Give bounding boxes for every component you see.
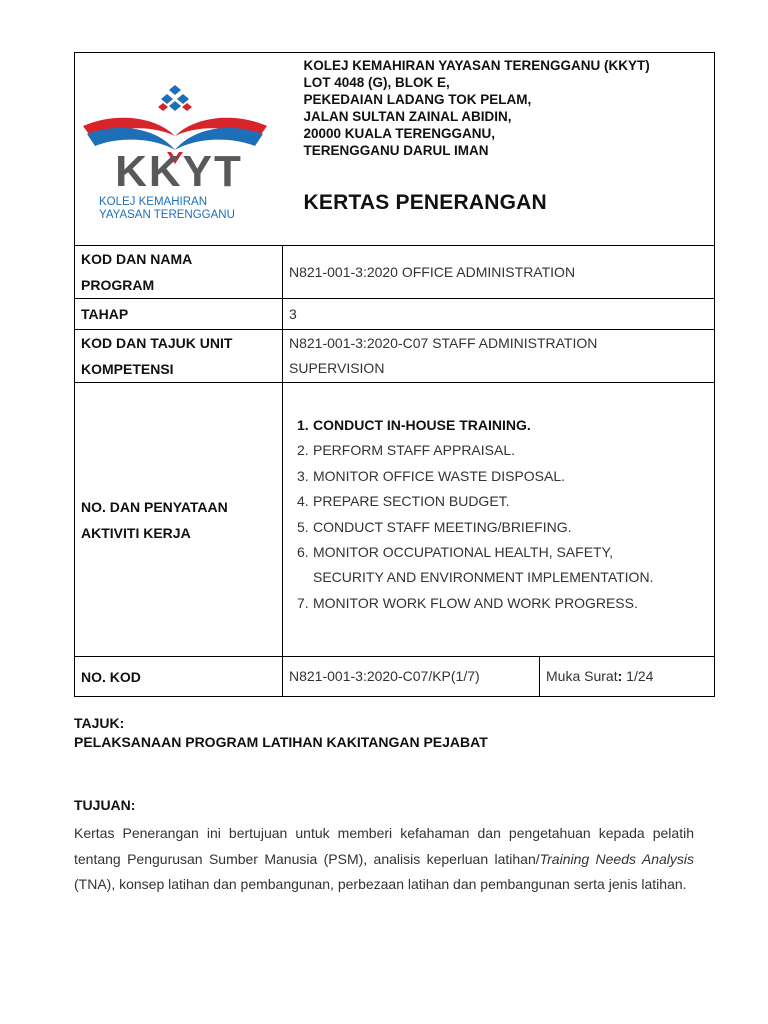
activity-item-continuation: SECURITY AND ENVIRONMENT IMPLEMENTATION.: [313, 569, 654, 586]
kod-value-cell: [283, 657, 540, 697]
unit-value-cell: [283, 330, 715, 383]
activity-item: 6. MONITOR OCCUPATIONAL HEALTH, SAFETY,: [297, 544, 614, 561]
tujuan-label: TUJUAN:: [74, 797, 136, 813]
activity-item: 4. PREPARE SECTION BUDGET.: [297, 493, 510, 510]
logo-line-1: KOLEJ KEMAHIRAN: [99, 195, 207, 208]
activity-item: 2. PERFORM STAFF APPRAISAL.: [297, 442, 516, 459]
activity-item: 7. MONITOR WORK FLOW AND WORK PROGRESS.: [297, 594, 638, 611]
tujuan-section: [74, 797, 694, 898]
program-value: N821-001-3:2020 OFFICE ADMINISTRATION: [289, 263, 576, 280]
address-line: TERENGGANU DARUL IMAN: [303, 143, 489, 158]
logo-cell: [75, 53, 283, 246]
unit-value-line-2: SUPERVISION: [289, 360, 385, 376]
activity-list: [297, 413, 708, 616]
address-line: JALAN SULTAN ZAINAL ABIDIN,: [303, 109, 512, 124]
logo-line-2: YAYASAN TERENGGANU: [99, 208, 235, 221]
aktiviti-list-cell: [283, 383, 715, 657]
activity-item: 5. CONDUCT STAFF MEETING/BRIEFING.: [297, 518, 572, 535]
page-number: Muka Surat: 1/24: [546, 668, 654, 684]
address-line: PEKEDAIAN LADANG TOK PELAM,: [303, 92, 532, 107]
info-table: [74, 52, 715, 697]
address-line: KOLEJ KEMAHIRAN YAYASAN TERENGGANU (KKYT): [303, 58, 650, 73]
logo-wordmark: KKYT: [115, 146, 243, 196]
tajuk-section: [74, 714, 694, 752]
program-label-line-1: KOD DAN NAMA: [81, 251, 193, 267]
program-value-cell: [283, 246, 715, 299]
document-title: KERTAS PENERANGAN: [303, 191, 547, 214]
unit-value-line-1: N821-001-3:2020-C07 STAFF ADMINISTRATION: [289, 335, 598, 351]
activity-item: 3. MONITOR OFFICE WASTE DISPOSAL.: [297, 467, 566, 484]
unit-label-cell: [75, 330, 283, 383]
unit-label-line-2: KOMPETENSI: [81, 361, 174, 377]
aktiviti-label-line-1: NO. DAN PENYATAAN: [81, 498, 228, 515]
tahap-label-cell: [75, 299, 283, 330]
tajuk-label: TAJUK:: [74, 715, 125, 731]
tahap-value-cell: [283, 299, 715, 330]
kod-value: N821-001-3:2020-C07/KP(1/7): [289, 668, 480, 684]
kod-label-cell: [75, 657, 283, 697]
program-label-line-2: PROGRAM: [81, 277, 155, 293]
kod-label: NO. KOD: [81, 668, 141, 685]
address-line: LOT 4048 (G), BLOK E,: [303, 75, 450, 90]
aktiviti-label-cell: [75, 383, 283, 657]
tahap-label: TAHAP: [81, 306, 129, 322]
address-line: 20000 KUALA TERENGGANU,: [303, 126, 496, 141]
document-header-table: [74, 52, 714, 697]
page-number-cell: [540, 657, 715, 697]
tajuk-value: PELAKSANAAN PROGRAM LATIHAN KAKITANGAN PEJABAT: [74, 734, 488, 750]
activity-item: 1. CONDUCT IN-HOUSE TRAINING.: [297, 417, 531, 433]
kkyt-logo: [75, 54, 283, 242]
tahap-value: 3: [289, 305, 297, 322]
aktiviti-label-line-2: AKTIVITI KERJA: [81, 524, 191, 541]
tujuan-paragraph: Kertas Penerangan ini bertujuan untuk memberi kefahaman dan pengetahuan kepada pelatih tentang Pengurusan Sumber Manusia (PSM), analisis keperluan latihan/Training Needs Analysis (TNA), konsep latihan dan pembangunan, perbezaan latihan dan pembangunan serta jenis latihan.: [74, 825, 694, 892]
unit-label-line-1: KOD DAN TAJUK UNIT: [81, 335, 233, 351]
program-label-cell: [75, 246, 283, 299]
header-text-cell: [283, 53, 715, 246]
